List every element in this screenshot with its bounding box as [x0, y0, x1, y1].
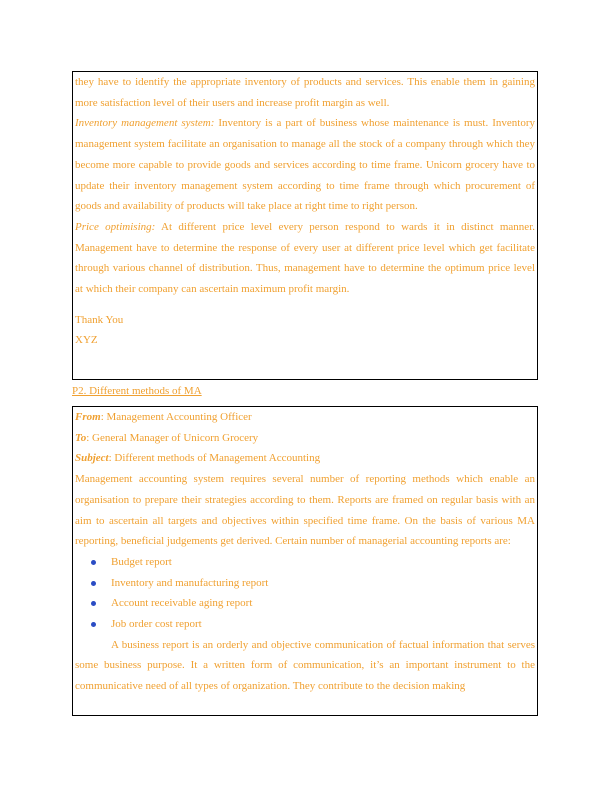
subject-value: : Different methods of Management Accounting [108, 452, 321, 465]
bullet-icon [91, 601, 96, 606]
list-item-text: Job order cost report [111, 618, 202, 631]
to-label: To [75, 431, 87, 444]
paragraph-price-optimising [75, 217, 535, 300]
section-heading: P2. Different methods of MA [72, 385, 202, 397]
list-item [75, 593, 535, 614]
list-item [75, 573, 535, 594]
from-value: : Management Accounting Officer [100, 411, 252, 423]
subject-line [75, 448, 535, 469]
price-optimising-label: Price optimising: [75, 220, 156, 233]
report-list [75, 552, 535, 635]
to-line [75, 428, 535, 449]
bullet-icon [91, 581, 96, 586]
inventory-management-label: Inventory management system: [75, 117, 215, 130]
paragraph-inventory-intro: they have to identify the appropriate inventory of products and services. This enable them in gaining more satisfaction level of their users and increase profit margin as well. [75, 76, 535, 109]
closing-text: Thank You [75, 313, 124, 326]
to-value: : General Manager of Unicorn Grocery [86, 431, 259, 444]
list-item [75, 552, 535, 573]
signature-text: XYZ [75, 334, 98, 347]
from-label: From [75, 411, 101, 423]
inventory-management-text: Inventory is a part of business whose maintenance is must. Inventory management system facilitate an organisation to manage all the stock of a company through which they become more capable to provide goods and services according to time frame. Unicorn grocery have to update their inventory management system according to time frame through which procurement of goods and availability of products will take place at right time to right person. [75, 117, 535, 213]
paragraph-business-report: A business report is an orderly and objective communication of factual information that serves some business purpose. It a written form of communication, it’s an important instrument to the communicative need of all types of organization. They contribute to the decision making [75, 638, 535, 693]
paragraph-inventory-management [75, 113, 535, 217]
price-optimising-text: At different price level every person respond to wards it in distinct manner. Management have to determine the response of every user at different price level which get facilitate through various channel of distribution. Thus, management have to determine the optimum price level at which their company can ascertain maximum profit margin. [75, 220, 535, 296]
subject-label: Subject [75, 452, 109, 465]
bullet-icon [91, 622, 96, 627]
memo-box-continuation [72, 71, 538, 380]
memo-box-methods [72, 406, 538, 716]
from-line [75, 407, 535, 428]
list-item [75, 614, 535, 635]
bullet-icon [91, 560, 96, 565]
list-item-text: Account receivable aging report [111, 597, 253, 610]
list-item-text: Inventory and manufacturing report [111, 576, 269, 589]
list-item-text: Budget report [111, 555, 172, 568]
paragraph-methods-intro: Management accounting system requires several number of reporting methods which enable an organisation to prepare their strategies according to them. Reports are framed on regular basis with an aim to ascertain all targets and objectives within specified time frame. On the basis of various MA reporting, beneficial judgements get derived. Certain number of managerial accounting reports are: [75, 473, 535, 548]
